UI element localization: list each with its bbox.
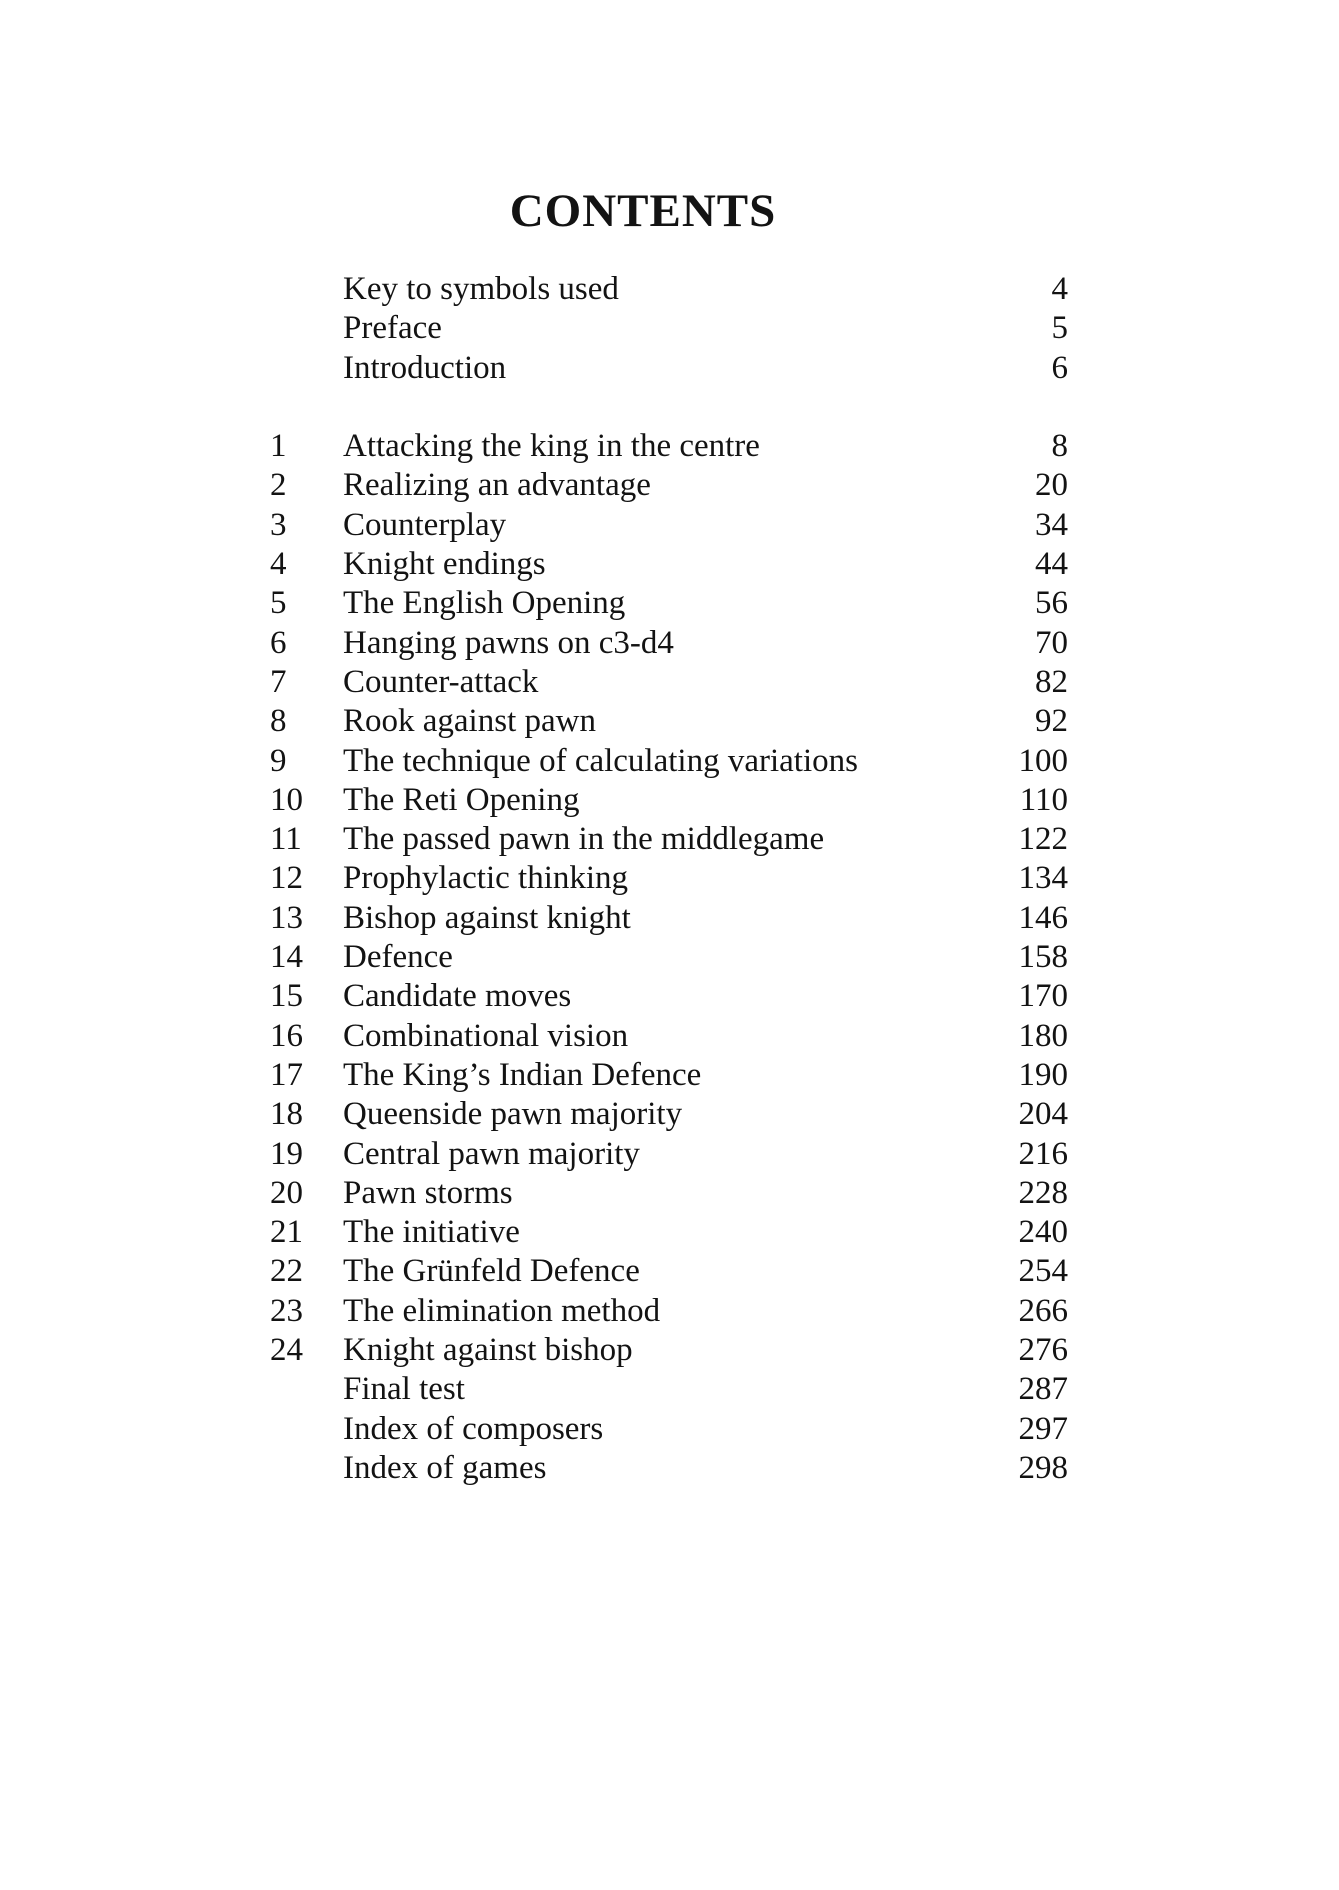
entry-title: Attacking the king in the centre (343, 428, 760, 465)
toc-row (270, 977, 1068, 1016)
toc-row (270, 1449, 1068, 1488)
page-number: 266 (1018, 1292, 1068, 1329)
entry-title: Knight against bishop (343, 1332, 633, 1369)
page-number: 276 (1018, 1332, 1068, 1369)
page-number: 240 (1018, 1214, 1068, 1251)
entry-title: Bishop against knight (343, 899, 631, 936)
toc-row (270, 702, 1068, 741)
page-number: 122 (1018, 821, 1068, 858)
page-number: 298 (1018, 1449, 1068, 1486)
chapter-number: 3 (270, 506, 287, 543)
toc-row (270, 1410, 1068, 1449)
toc-row (270, 1213, 1068, 1252)
toc-row (270, 1135, 1068, 1174)
toc-row (270, 742, 1068, 781)
toc-row (270, 1017, 1068, 1056)
entry-title: Rook against pawn (343, 703, 596, 740)
page-number: 92 (1035, 703, 1068, 740)
toc-row (270, 1331, 1068, 1370)
chapter-number: 21 (270, 1214, 303, 1251)
toc-row (270, 545, 1068, 584)
chapter-number: 18 (270, 1096, 303, 1133)
chapter-number: 9 (270, 742, 287, 779)
toc-row (270, 309, 1068, 348)
entry-title: Pawn storms (343, 1174, 513, 1211)
toc-row (270, 1292, 1068, 1331)
toc-row (270, 1056, 1068, 1095)
chapter-number: 24 (270, 1332, 303, 1369)
toc-row (270, 1252, 1068, 1291)
chapter-number: 16 (270, 1017, 303, 1054)
page-title: CONTENTS (509, 185, 777, 237)
chapter-number: 7 (270, 663, 287, 700)
front-matter-list (270, 270, 1068, 388)
entry-title: The Reti Opening (343, 781, 580, 818)
toc-row (270, 624, 1068, 663)
toc-content (270, 183, 1068, 1488)
entry-title: Introduction (343, 349, 507, 386)
page-number: 216 (1018, 1135, 1068, 1172)
entry-title: Prophylactic thinking (343, 860, 629, 897)
toc-row (270, 1174, 1068, 1213)
page-number: 204 (1018, 1096, 1068, 1133)
entry-title: Key to symbols used (343, 271, 619, 307)
chapter-list (270, 427, 1068, 1370)
chapter-number: 1 (270, 428, 287, 465)
chapter-number: 17 (270, 1056, 303, 1093)
toc-row (270, 938, 1068, 977)
entry-title: The elimination method (343, 1292, 661, 1329)
page-number: 4 (1051, 271, 1068, 307)
entry-title: Queenside pawn majority (343, 1096, 683, 1133)
toc-row (270, 584, 1068, 623)
entry-title: Combinational vision (343, 1017, 629, 1054)
entry-title: The technique of calculating variations (343, 742, 858, 779)
entry-title: Hanging pawns on c3-d4 (343, 624, 674, 661)
page-number: 287 (1018, 1371, 1068, 1408)
page-number: 5 (1051, 310, 1068, 347)
entry-title: Central pawn majority (343, 1135, 640, 1172)
chapter-number: 14 (270, 939, 303, 976)
page-number: 158 (1018, 939, 1068, 976)
chapter-number: 11 (270, 821, 302, 858)
entry-title: Defence (343, 939, 453, 976)
page-number: 34 (1035, 506, 1068, 543)
page-number: 56 (1035, 585, 1068, 622)
chapter-number: 2 (270, 467, 287, 504)
toc-row (270, 663, 1068, 702)
entry-title: Candidate moves (343, 978, 572, 1015)
page-number: 8 (1051, 428, 1068, 465)
toc-row (270, 899, 1068, 938)
chapter-number: 5 (270, 585, 287, 622)
page-number: 100 (1018, 742, 1068, 779)
chapter-number: 10 (270, 781, 303, 818)
entry-title: Knight endings (343, 546, 546, 583)
page-number: 170 (1018, 978, 1068, 1015)
page-number: 190 (1018, 1056, 1068, 1093)
toc-row (270, 270, 1068, 309)
back-matter-list (270, 1370, 1068, 1488)
toc-row (270, 349, 1068, 388)
page-number: 82 (1035, 663, 1068, 700)
entry-title: The King’s Indian Defence (343, 1056, 702, 1093)
entry-title: Counterplay (343, 506, 507, 543)
toc-row (270, 427, 1068, 466)
page-number: 6 (1051, 349, 1068, 386)
entry-title: The initiative (343, 1214, 520, 1251)
chapter-number: 6 (270, 624, 287, 661)
toc-row (270, 859, 1068, 898)
page-number: 297 (1018, 1410, 1068, 1447)
entry-title: Index of composers (343, 1410, 604, 1447)
page-number: 70 (1035, 624, 1068, 661)
page-number: 228 (1018, 1174, 1068, 1211)
page-number: 44 (1035, 546, 1068, 583)
entry-title: The English Opening (343, 585, 626, 622)
chapter-number: 8 (270, 703, 287, 740)
chapter-number: 4 (270, 546, 287, 583)
chapter-number: 12 (270, 860, 303, 897)
entry-title: The Grünfeld Defence (343, 1253, 640, 1290)
page-number: 180 (1018, 1017, 1068, 1054)
entry-title: Index of games (343, 1449, 547, 1486)
page-number: 110 (1019, 781, 1068, 818)
toc-row (270, 820, 1068, 859)
chapter-number: 13 (270, 899, 303, 936)
toc-row (270, 466, 1068, 505)
chapter-number: 19 (270, 1135, 303, 1172)
page-number: 254 (1018, 1253, 1068, 1290)
entry-title: Preface (343, 310, 442, 347)
chapter-number: 20 (270, 1174, 303, 1211)
toc-row (270, 1095, 1068, 1134)
page-number: 134 (1018, 860, 1068, 897)
toc-row (270, 506, 1068, 545)
entry-title: Counter-attack (343, 663, 539, 700)
toc-row (270, 1370, 1068, 1409)
entry-title: Realizing an advantage (343, 467, 651, 504)
entry-title: Final test (343, 1371, 465, 1408)
chapter-number: 15 (270, 978, 303, 1015)
toc-row (270, 781, 1068, 820)
chapter-number: 23 (270, 1292, 303, 1329)
page-number: 146 (1018, 899, 1068, 936)
entry-title: The passed pawn in the middlegame (343, 821, 825, 858)
page-number: 20 (1035, 467, 1068, 504)
chapter-number: 22 (270, 1253, 303, 1290)
